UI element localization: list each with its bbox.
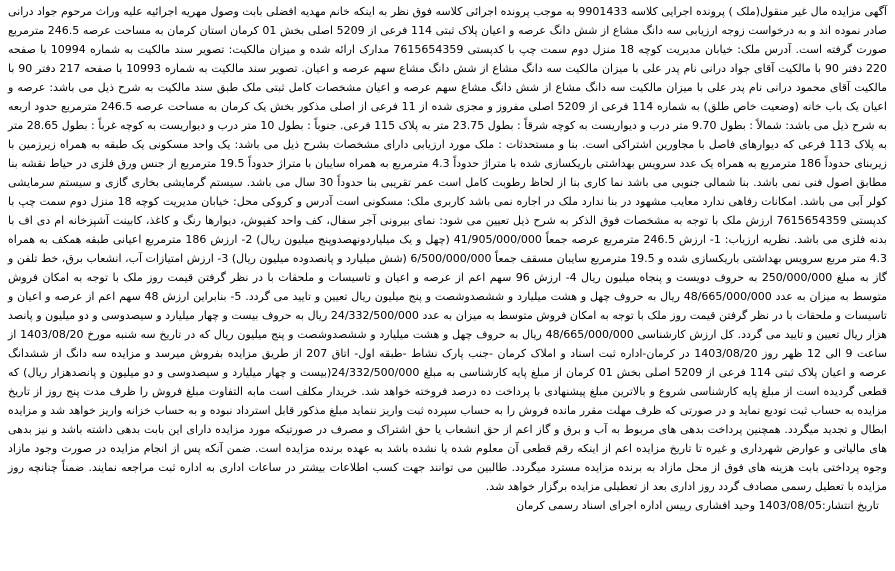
notice-body: آگهی مزایده مال غیر منقول(ملک ) پرونده اجرایی کلاسه 9901433 به موجب پرونده اجرائی کلاسه فوق نظر به اینکه خانم مهدیه افضلی بابت وصول مهریه اجرائیه علیه وراث مرحوم جواد درانی صادر نموده اند و به درخواست زوجه ارزیابی سه دانگ مشاع از شش دانگ عرصه و اعیان پلاک ثبتی 114 فرعی از 5209 اصلی بخش 01 کرمان استان کرمان به مساحت عرصه 246.5 مترمربع صورت گرفته است. آدرس ملک: خیابان مدیریت کوچه 18 منزل دوم سمت چپ با کدپستی 7615654359 مدارک ارائه شده و میزان مالکیت: تصویر سند مالکیت به شماره 10994 با صفحه 220 دفتر 90 با مالکیت آقای جواد درانی نام پدر علی با میزان مالکیت سه دانگ مشاع از شش دانگ مشاع سهم عرصه و اعیان. تصویر سند مالکیت به شماره 10993 با صفحه 217 دفتر 90 با مالکیت آقای محمود درانی نام پدر علی با میزان مالکیت سه دانگ مشاع از شش دانگ مشاع سهم عرصه و اعیان مشخصات کامل ثبتی ملک طبق سند مالکیت به شرح ذیل می باشد: عرصه و اعیان یک باب خانه (وضعیت خاص طلق) به شماره 114 فرعی از 5209 اصلی مفروز و مجزی شده از 11 فرعی از اصلی مذکور بخش یک کرمان به مساحت عرصه 246.5 مترمربع حدود اربعه به شرح ذیل می باشد: شمالاً : بطول 9.70 متر درب و دیواریست به کوچه شرقاً : بطول 23.75 متر به پلاک 115 فرعی. جنوباً : بطول 10 متر درب و دیواریست به کوچه غرباً : بطول 28.65 متر به پلاک 113 فرعی که دیوارهای فاصل با مجاورین اشتراکی است. بنا و مستحدثات : ملک مورد ارزیابی دارای مشخصات بشرح ذیل می باشد: یک واحد مسکونی یک طبقه به همراه زیرزمین با زیربنای حدوداً 186 مترمربع به همراه یک عدد سرویس بهداشتی باریکسازی شده با متراژ حدوداً 4.3 مترمربع به همراه سایبان با متراژ حدوداً 19.5 مترمربع از جنس ورق فلزی در حیاط نقشه بنا مطابق اصول فنی نمی باشد. بنا شمالی جنوبی می باشد نما کاری بنا از لحاظ رطوبت کامل است عمر تقریبی بنا حدوداً 30 سال می باشد. سیستم گرمایشی بخاری گازی و سیستم سرمایشی کولر آبی می باشد. امکانات رفاهی ندارد معایب مشهود در بنا ندارد ملک در اجاره نمی باشد کاربری ملک: مسکونی است آدرس و کروکی محل: خیابان مدیریت کوچه 18 منزل دوم سمت چپ با کدپستی 7615654359 ارزش ملک با توجه به مشخصات فوق الذکر به شرح ذیل تعیین می شود: نمای بیرونی آجر سفال، کف واحد کفپوش، دیوارها رنگ و کاغذ، کابینت آشپزخانه ام دی اف با بدنه فلزی می باشد. نظریه ارزیاب: 1- ارزش 246.5 مترمربع عرصه جمعاً 41/905/000/000 (چهل و یک میلیاردونهصدوپنج میلیون ریال) 2- ارزش 186 مترمربع اعیانی طبقه همکف به همراه 4.3 متر مربع سرویس بهداشتی باریکسازی شده و 19.5 مترمربع سایبان مسقف جمعاً 6/500/000/000 (شش میلیارد و پانصدوده میلیون ریال) 3- ارزش امتیازات آب، انشعاب برق، خط تلفن و گاز به مبلغ 250/000/000 به حروف دویست و پنجاه میلیون ریال 4- ارزش 96 سهم اعم از عرصه و اعیان و تاسیسات و ملحقات با در نظر گرفتن قیمت روز ملک با توجه به امکان فروش متوسط به میزان به عدد 48/665/000/000 ریال به حروف چهل و هشت میلیارد و ششصدوشصت و پنج میلیون ریال تعیین و تایید می گردد. 5- بنابراین ارزش 48 سهم اعم از عرصه و اعیان و تاسیسات و ملحقات با در نظر گرفتن قیمت روز ملک با توجه به امکان فروش متوسط به میزان به عدد 24/332/500/000 ریال به حروف بیست و چهار میلیارد و سیصدوسی و دو میلیون و پانصد هزار ریال تعیین و تایید می گردد. کل ارزش کارشناسی 48/665/000/000 ریال به حروف چهل و هشت میلیارد و ششصدوشصت و پنج میلیون ریال که در تاریخ سه شنبه مورخ 1403/08/20 از ساعت 9 الی 12 ظهر روز 1403/08/20 در کرمان-اداره ثبت اسناد و املاک کرمان -جنب پارک نشاط -طبقه اول- اتاق 207 از طریق مزایده بفروش میرسد و مزایده سه دانگ از ششدانگ عرصه و اعیان پلاک ثبتی 114 فرعی از 5209 اصلی بخش 01 کرمان از مبلغ پایه کارشناسی به مبلغ 24/332/500/000(بیست و چهار میلیارد و سیصدوسی و دو میلیون و پانصدهزار ریال) که قطعی گردیده است از مبلغ پایه کارشناسی شروع و بالاترین مبلغ پیشنهادی با پرداخت ده درصد فروخته خواهد شد. خریدار مکلف است مابه التفاوت مبلغ فروش را ظرف مدت پنج روز از تاریخ مزایده به حساب ثبت تودیع نماید و در صورتی که ظرف مهلت مقرر مانده فروش را به حساب سپرده ثبت واریز ننماید مبلغ مذکور قابل استرداد نبوده و به حساب خزانه واریز خواهد شد و مزایده ابطال و تجدید میگردد. همچنین پرداخت بدهی های مربوط به آب و برق و گاز اعم از حق انشعاب یا حق اشتراک و مصرف در صورتیکه مورد مزایده دارای این بابت بدهی داشته باشد و نیز بدهی های مالیاتی و عوارض شهرداری و غیره تا تاریخ مزایده اعم از اینکه رقم قطعی آن معلوم شده یا نشده باشد به عهده برنده مزایده است. ضمن آنکه پس از انجام مزایده در صورت وجود مازاد وجوه پرداختی بابت هزینه های فوق از محل مازاد به برنده مزایده مسترد میگردد. طالبین می توانند جهت کسب اطلاعات بیشتر در ساعات اداری به اداره ثبت مراجعه نمایند. ضمناً چنانچه روز مزایده با تعطیل رسمی مصادف گردد روز اداری بعد از تعطیلی مزایده برگزار خواهد شد. (7, 5, 888, 493)
publication-footer: تاریخ انتشار:1403/08/05 وحید افشاری رییس اداره اجرای اسناد رسمی کرمان (516, 499, 879, 512)
